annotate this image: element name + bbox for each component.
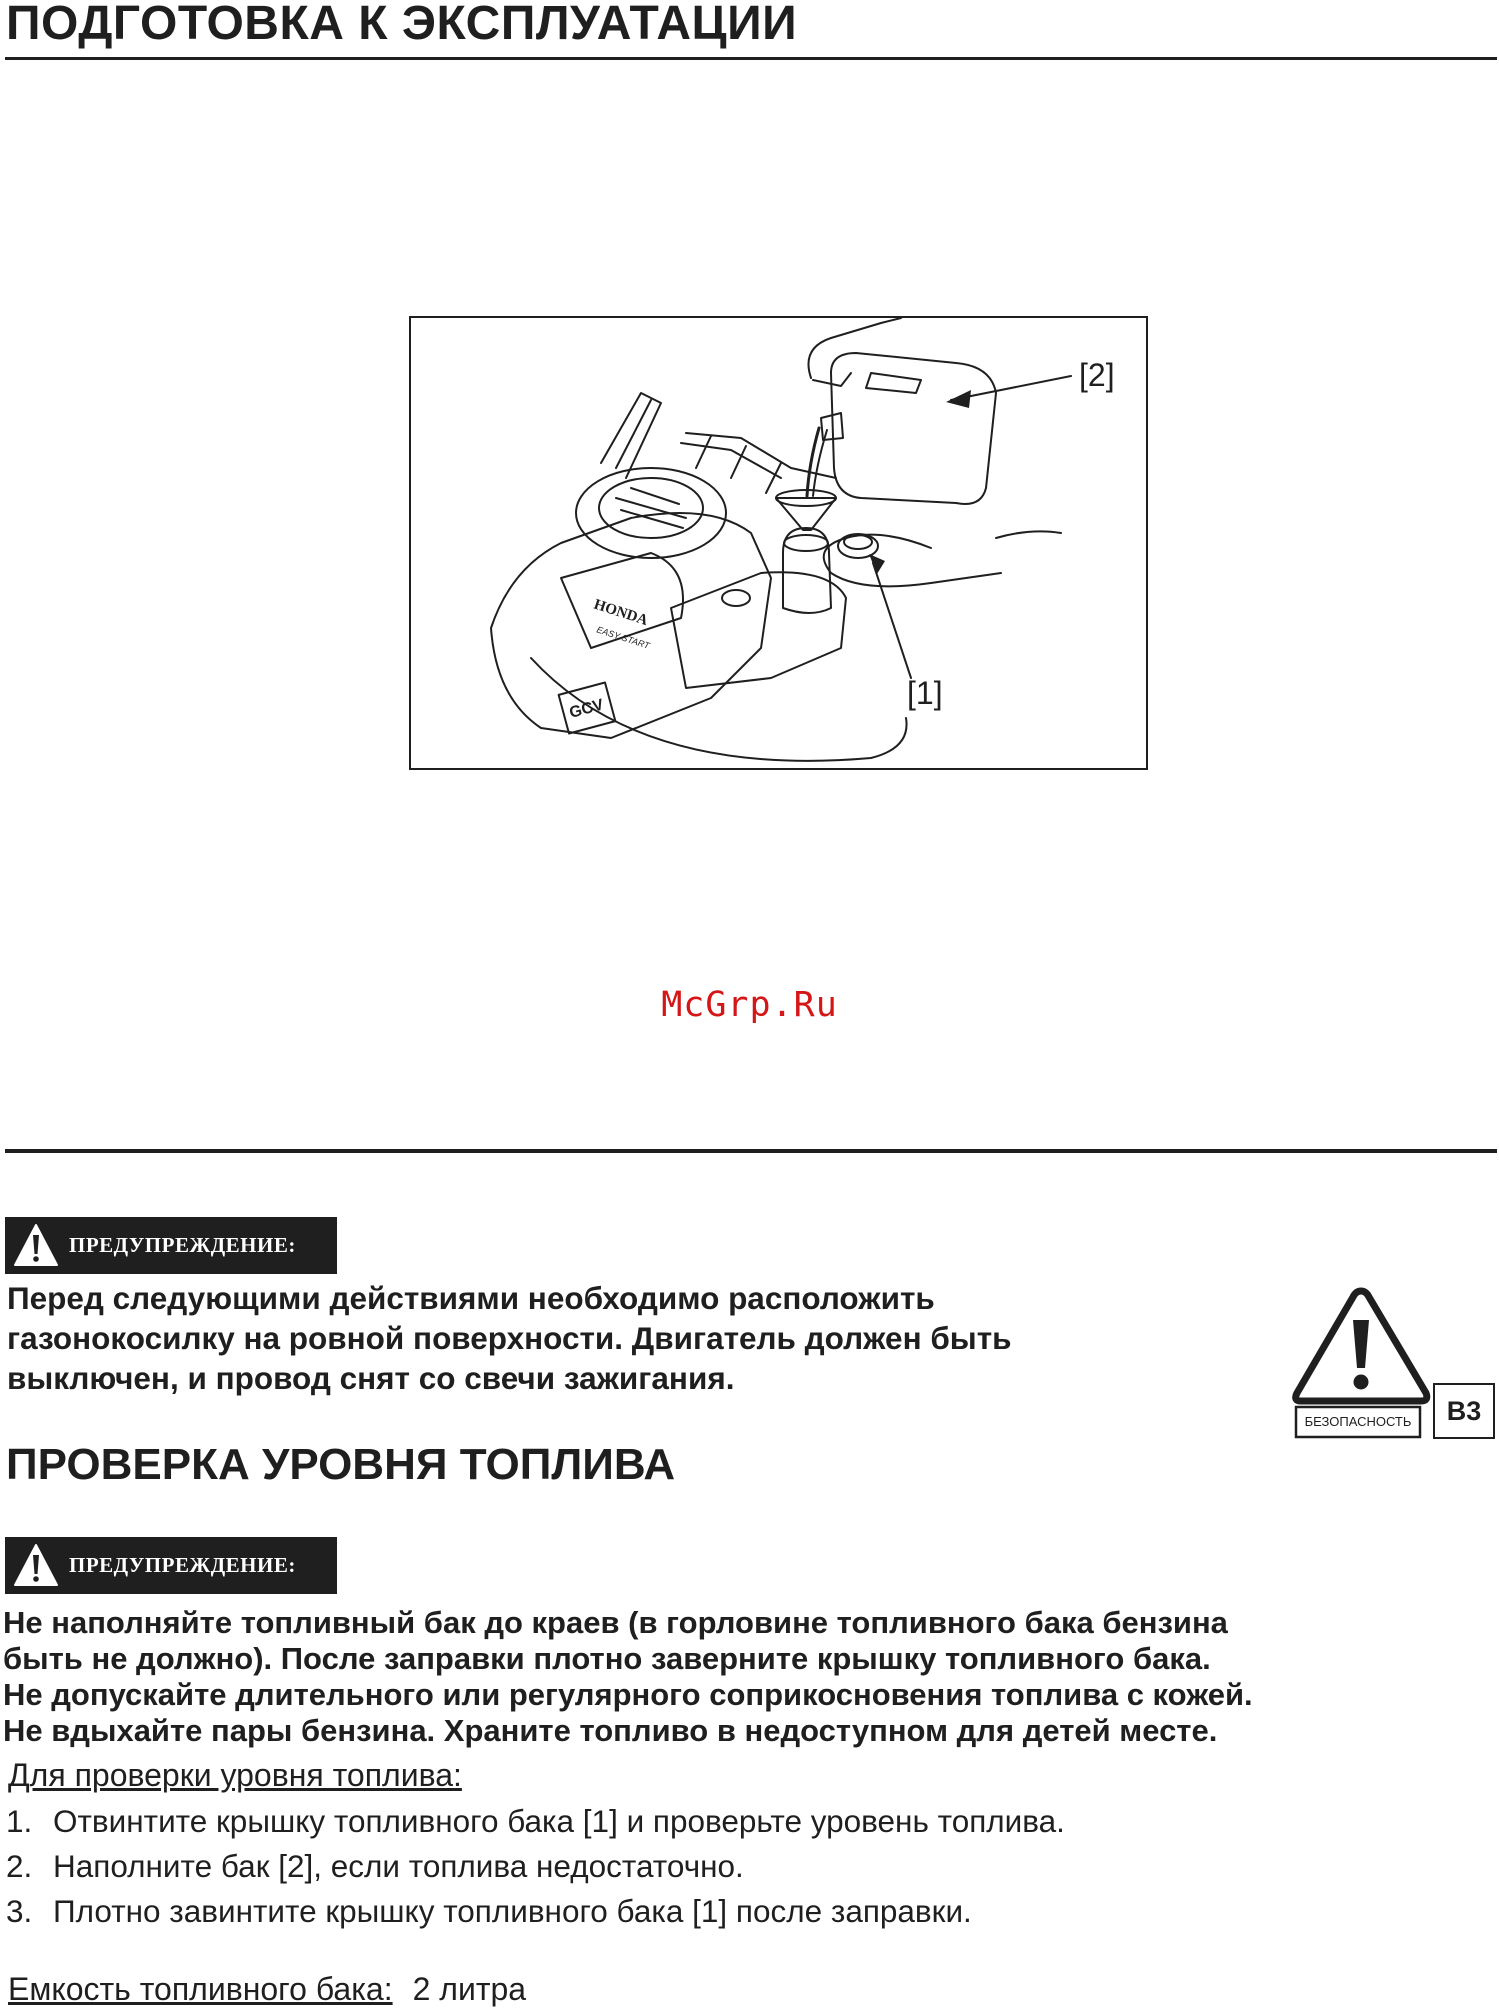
warning-line: Перед следующими действиями необходимо расположить xyxy=(7,1280,935,1316)
fuel-capacity xyxy=(8,1969,526,2009)
step-number: 1. xyxy=(6,1803,33,1839)
procedure-step xyxy=(6,1846,744,1886)
engine-brand-label: HONDA xyxy=(591,596,650,630)
procedure-heading: Для проверки уровня топлива: xyxy=(8,1757,462,1793)
callout-fuel-can: [2] xyxy=(1079,357,1115,393)
step-text: Плотно завинтите крышку топливного бака [1] после заправки. xyxy=(53,1893,972,1929)
engine-badge-label: EASY START xyxy=(595,624,651,651)
refuel-illustration xyxy=(409,316,1148,770)
safety-caption: БЕЗОПАСНОСТЬ xyxy=(1304,1414,1412,1429)
section-divider xyxy=(5,1149,1497,1153)
warning-text-1 xyxy=(7,1278,1012,1398)
step-number: 3. xyxy=(6,1893,33,1929)
step-text: Отвинтите крышку топливного бака [1] и проверьте уровень топлива. xyxy=(53,1803,1065,1839)
warning-icon xyxy=(13,1223,59,1269)
warning-label-text: ПРЕДУПРЕЖДЕНИЕ: xyxy=(69,1553,296,1577)
warning-line: Не вдыхайте пары бензина. Храните топливо в недоступном для детей месте. xyxy=(3,1713,1218,1748)
warning-line: Не наполняйте топливный бак до краев (в горловине топливного бака бензина xyxy=(3,1605,1228,1640)
warning-label-1 xyxy=(5,1217,337,1274)
procedure-step xyxy=(6,1801,1065,1841)
section-title: ПРОВЕРКА УРОВНЯ ТОПЛИВА xyxy=(6,1440,676,1489)
capacity-value: 2 литра xyxy=(412,1971,527,2007)
step-text: Наполните бак [2], если топлива недостаточно. xyxy=(53,1848,744,1884)
procedure-step xyxy=(6,1891,972,1931)
warning-line: Не допускайте длительного или регулярного соприкосновения топлива с кожей. xyxy=(3,1677,1253,1712)
warning-line: выключен, и провод снят со свечи зажигания. xyxy=(7,1360,735,1396)
callout-fuel-cap: [1] xyxy=(907,675,943,711)
step-number: 2. xyxy=(6,1848,33,1884)
warning-label-2 xyxy=(5,1537,337,1594)
warning-line: газонокосилку на ровной поверхности. Двигатель должен быть xyxy=(7,1320,1012,1356)
warning-text-2 xyxy=(3,1605,1253,1749)
engine-model-label: GCV xyxy=(567,696,606,722)
mower-engine-drawing xyxy=(411,318,1148,770)
page-title: ПОДГОТОВКА К ЭКСПЛУАТАЦИИ xyxy=(6,0,798,50)
warning-label-text: ПРЕДУПРЕЖДЕНИЕ: xyxy=(69,1233,296,1257)
header-rule xyxy=(5,57,1497,60)
watermark: McGrp.Ru xyxy=(661,985,838,1025)
safety-code-badge: B3 xyxy=(1433,1383,1495,1439)
warning-line: быть не должно). После заправки плотно заверните крышку топливного бака. xyxy=(3,1641,1211,1676)
warning-icon xyxy=(13,1543,59,1589)
safety-sign xyxy=(1288,1285,1435,1445)
capacity-label: Емкость топливного бака: xyxy=(8,1971,393,2007)
